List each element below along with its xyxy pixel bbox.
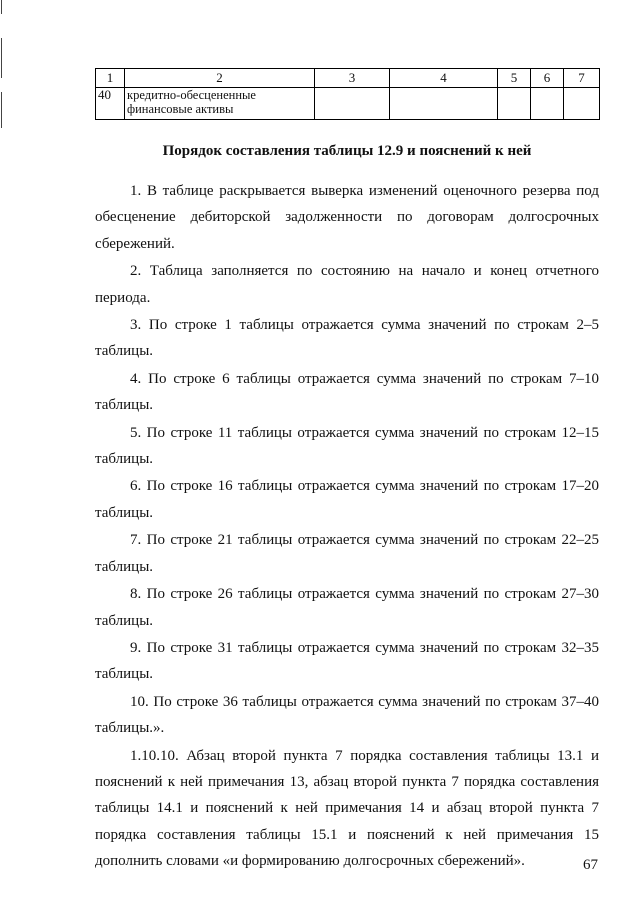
table-header-row: [96, 69, 600, 88]
row-number-cell: 40: [96, 88, 125, 120]
empty-cell: [315, 88, 390, 120]
row-name-cell: [125, 88, 315, 120]
page-number: 67: [583, 857, 598, 873]
paragraph: 10. По строке 36 таблицы отражается сумма значений по строкам 37–40 таблицы.».: [95, 693, 599, 737]
paragraph: 1.10.10. Абзац второй пункта 7 порядка составления таблицы 13.1 и пояснений к ней примечания 13, абзац второй пункта 7 порядка составления таблицы 14.1 и пояснений к ней примечания 14 и абзац второй пункта 7 порядка составления таблицы 15.1 и пояснений к ней примечания 15 дополнить словами «и формированию долгосрочных сбережений».: [95, 747, 599, 870]
table-row: [96, 88, 600, 120]
row-name-line: кредитно-обесцененные: [127, 88, 256, 102]
paragraph: 8. По строке 26 таблицы отражается сумма значений по строкам 27–30 таблицы.: [95, 586, 599, 629]
paragraph: 2. Таблица заполняется по состоянию на начало и конец отчетного периода.: [95, 263, 599, 306]
table-header-cell: 1: [96, 69, 125, 88]
empty-cell: [390, 88, 498, 120]
row-name-line: финансовые активы: [127, 102, 234, 116]
paragraph: 7. По строке 21 таблицы отражается сумма значений по строкам 22–25 таблицы.: [95, 532, 599, 575]
scan-edge-mark: [1, 38, 2, 78]
section-title: Порядок составления таблицы 12.9 и пояснений к ней: [162, 143, 532, 159]
empty-cell: [531, 88, 564, 120]
paragraph: 3. По строке 1 таблицы отражается сумма значений по строкам 2–5 таблицы.: [95, 317, 599, 360]
scan-edge-mark: [1, 0, 2, 14]
paragraph: 1. В таблице раскрывается выверка изменений оценочного резерва под обесценение дебиторской задолженности по договорам долгосрочных сбережений.: [95, 183, 599, 252]
table-header-cell: 5: [498, 69, 531, 88]
empty-cell: [564, 88, 600, 120]
table-header-cell: 3: [315, 69, 390, 88]
table-header-cell: 4: [390, 69, 498, 88]
empty-cell: [498, 88, 531, 120]
paragraph: 4. По строке 6 таблицы отражается сумма значений по строкам 7–10 таблицы.: [95, 370, 599, 414]
paragraph: 9. По строке 31 таблицы отражается сумма значений по строкам 32–35 таблицы.: [95, 639, 599, 683]
data-table: [95, 68, 600, 120]
scan-edge-mark: [1, 92, 2, 128]
paragraph: 5. По строке 11 таблицы отражается сумма значений по строкам 12–15 таблицы.: [95, 424, 599, 468]
table-header-cell: 6: [531, 69, 564, 88]
paragraph: 6. По строке 16 таблицы отражается сумма значений по строкам 17–20 таблицы.: [95, 478, 599, 521]
table-header-cell: 7: [564, 69, 600, 88]
table-header-cell: 2: [125, 69, 315, 88]
body-text: [95, 178, 599, 876]
